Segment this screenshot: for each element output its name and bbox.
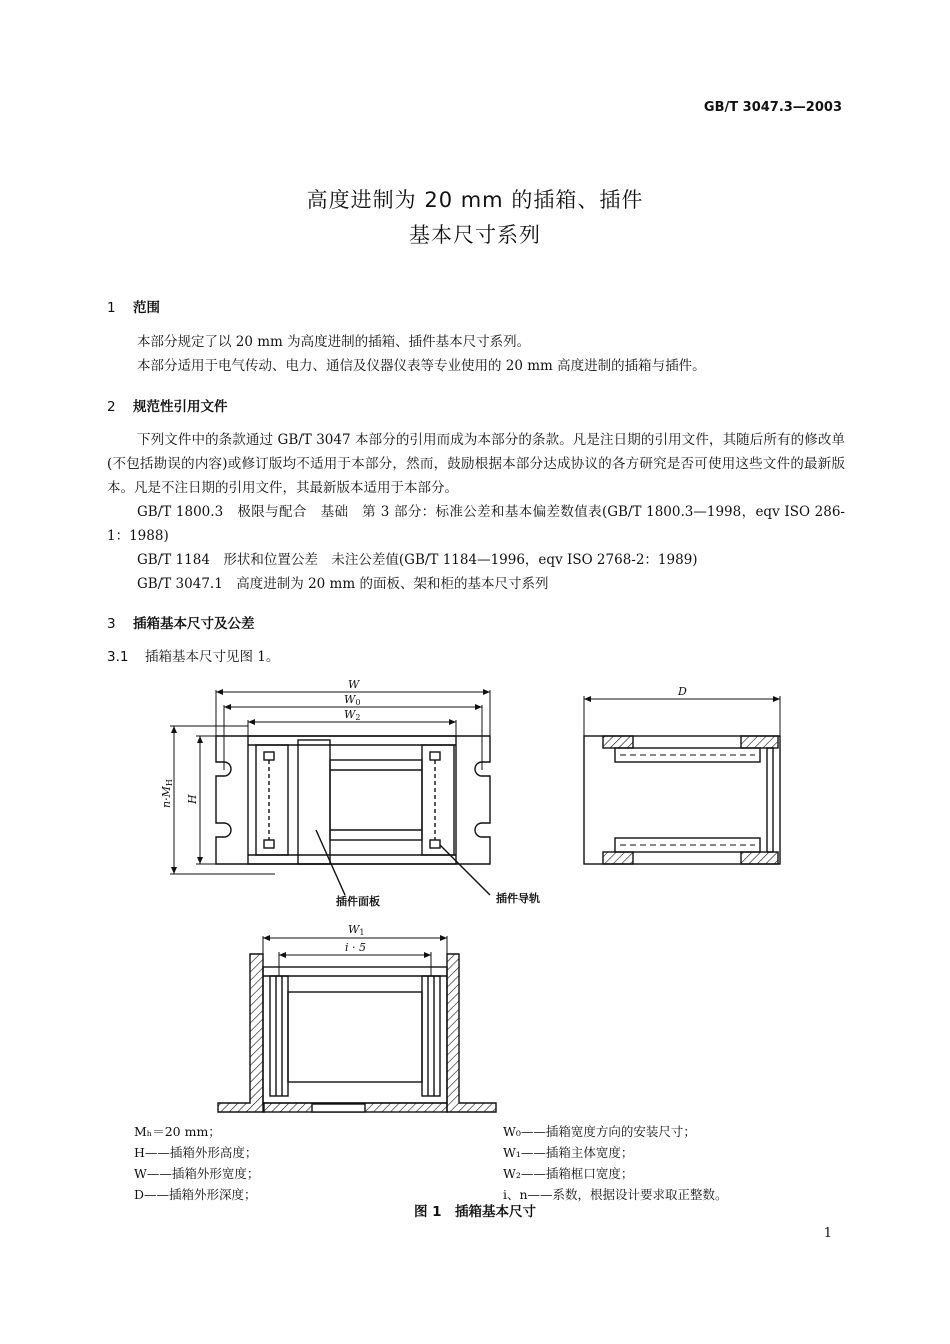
legend-item: D——插箱外形深度； (134, 1187, 257, 1202)
legend-item: H——插箱外形高度； (134, 1145, 258, 1160)
dim-label-i5: i · 5 (345, 941, 367, 954)
reference-2: GB/T 1184 形状和位置公差 未注公差值(GB/T 1184—1996，eqv ISO 2768-2：1989) (137, 552, 698, 568)
side-view (584, 736, 780, 864)
reference-1: GB/T 1800.3 极限与配合 基础 第 3 部分：标准公差和基本偏差数值表(GB/T 1800.3—1998，eqv ISO 286-1：1988) (107, 504, 845, 544)
section-1-para-2: 本部分适用于电气传动、电力、通信及仪器仪表等专业使用的 20 mm 高度进制的插箱与插件。 (137, 358, 706, 374)
legend-item: Mₕ＝20 mm； (134, 1124, 221, 1139)
section-number: 3 (107, 616, 116, 632)
dim-label-nMH: n·MH (160, 779, 174, 808)
subsection-number: 3.1 (107, 649, 129, 665)
section-number: 2 (107, 399, 116, 415)
section-title: 范围 (133, 300, 160, 316)
dim-label-W1: W1 (348, 923, 365, 937)
legend-item: W₀——插箱宽度方向的安装尺寸； (503, 1124, 696, 1139)
section-number: 1 (107, 300, 116, 316)
document-title-line2: 基本尺寸系列 (409, 223, 541, 247)
label-plugin-panel: 插件面板 (336, 895, 380, 908)
dim-label-D: D (678, 685, 687, 698)
section-1-para-1: 本部分规定了以 20 mm 为高度进制的插箱、插件基本尺寸系列。 (137, 334, 531, 350)
dim-label-W: W (348, 678, 360, 691)
dim-label-W0: W0 (344, 693, 361, 707)
legend-item: W₂——插箱框口宽度； (503, 1166, 634, 1181)
section-title: 规范性引用文件 (133, 399, 228, 415)
figure-legend-left (134, 1121, 259, 1205)
section-2-para-1: 下列文件中的条款通过 GB/T 3047 本部分的引用而成为本部分的条款。凡是注日期的引用文件，其随后所有的修改单(不包括勘误的内容)或修订版均不适用于本部分，然而，鼓励根据本部分达成协议的各方研究是否可使用这些文件的最新版本。凡是不注日期的引用文件，其最新版本适用于本部分。 (107, 432, 845, 496)
front-view (216, 736, 490, 895)
dim-label-H: H (186, 794, 199, 804)
legend-item: i、n——系数，根据设计要求取正整数。 (503, 1187, 728, 1202)
reference-3: GB/T 3047.1 高度进制为 20 mm 的面板、架和柜的基本尺寸系列 (137, 576, 549, 592)
page-number: 1 (823, 1226, 832, 1241)
standard-number: GB/T 3047.3—2003 (703, 100, 842, 115)
label-plugin-guide: 插件导轨 (496, 892, 540, 905)
document-title-line1: 高度进制为 20 mm 的插箱、插件 (306, 188, 644, 212)
subsection-text: 插箱基本尺寸见图 1。 (145, 649, 280, 665)
dim-label-W2: W2 (344, 708, 361, 722)
legend-item: W——插箱外形宽度； (134, 1166, 260, 1181)
side-dimensions (584, 696, 780, 736)
figure-caption: 图 1 插箱基本尺寸 (413, 1204, 537, 1220)
section-title: 插箱基本尺寸及公差 (133, 616, 255, 632)
figure-legend-right (503, 1121, 728, 1205)
bottom-view (218, 954, 496, 1112)
legend-item: W₁——插箱主体宽度； (503, 1145, 634, 1160)
